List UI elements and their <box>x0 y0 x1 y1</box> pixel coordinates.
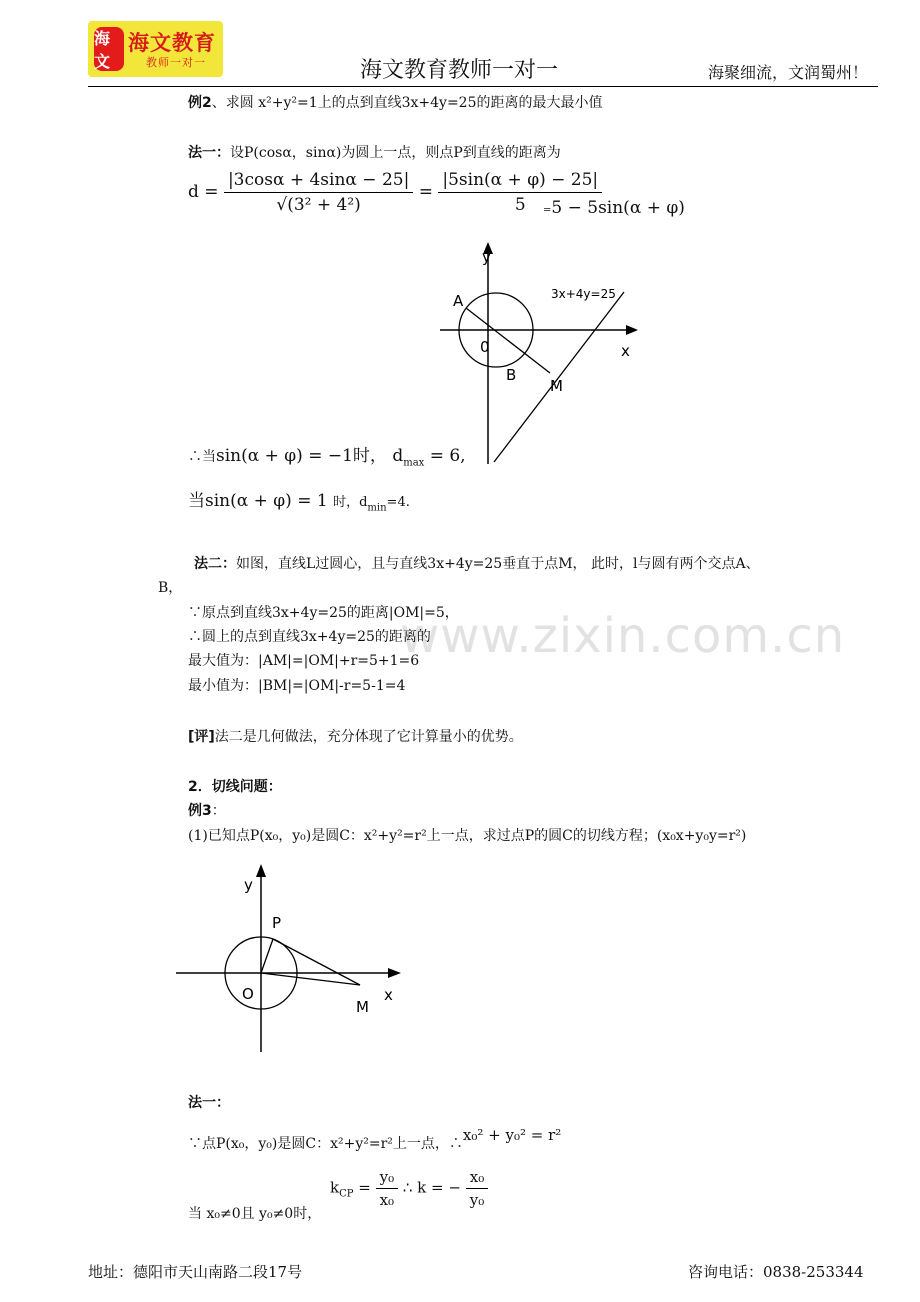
ex2-figure <box>436 240 656 470</box>
when-max-b: 时， <box>352 446 387 466</box>
dmax-symbol: d <box>392 446 404 466</box>
logo <box>88 21 223 77</box>
fraction-1 <box>224 170 413 215</box>
kcp-sub: CP <box>339 1188 354 1200</box>
ex3-line1 <box>188 1126 562 1153</box>
ex3-slope-formula <box>330 1168 488 1209</box>
ex2-comment <box>188 728 523 746</box>
dmin-sub: min <box>367 502 387 514</box>
ex3-label-line <box>188 802 226 820</box>
segment-PM <box>273 939 360 985</box>
fig2-point-M: M <box>356 998 369 1016</box>
fig1-point-A: A <box>453 292 464 310</box>
ex2-question: 、求圆 x²+y²=1上的点到直线3x+4y=25的距离的最大最小值 <box>211 95 603 111</box>
sec2-heading: 2．切线问题： <box>188 779 282 795</box>
fraction-2-denominator: 5 <box>514 195 526 215</box>
ex3-line1-text: ∵点P(x₀，y₀)是圆C：x²+y²=r²上一点，∴ <box>188 1136 463 1152</box>
header-divider <box>88 86 878 87</box>
segment-OM <box>261 973 360 985</box>
k-fraction <box>466 1168 488 1209</box>
ex2-label: 例2 <box>188 95 212 111</box>
ex2-distance-formula <box>188 170 602 215</box>
fig1-point-M: M <box>550 377 563 395</box>
ex2-method1-text: 设P(cosα，sinα)为圆上一点，则点P到直线的距离为 <box>230 145 561 161</box>
result-prefix: = <box>543 205 552 216</box>
when-min-b: 时，d <box>333 495 368 510</box>
dmin-value: =4. <box>386 495 410 510</box>
header-slogan: 海聚细流，文润蜀州！ <box>708 63 869 82</box>
fraction-1-numerator: |3cosα + 4sinα − 25| <box>224 170 413 193</box>
d-equals: d = <box>188 182 219 202</box>
ex3-line1-formula: x₀² + y₀² = r² <box>462 1126 562 1144</box>
ex2-method2-text2: B， <box>158 580 183 596</box>
ex2-method2-l4: 最小值为：|BM|=|OM|-r=5-1=4 <box>188 678 406 694</box>
fig1-line-label: 3x+4y=25 <box>551 287 616 301</box>
fig1-origin: 0 <box>480 338 490 356</box>
fig1-y-label: y <box>482 248 491 266</box>
therefore-k: ∴ k = − <box>402 1178 461 1197</box>
fig2-y-axis-arrow <box>256 864 266 877</box>
ex3-colon: ： <box>211 803 226 819</box>
ex3-line2: 当 x₀≠0且 y₀≠0时， <box>188 1206 322 1222</box>
kcp-numerator: y₀ <box>376 1168 399 1189</box>
ex2-min-line <box>188 486 410 513</box>
ex2-method2-line <box>194 555 760 573</box>
k-denominator: y₀ <box>469 1191 485 1209</box>
ex2-result <box>543 198 685 218</box>
fig1-x-label: x <box>621 342 630 360</box>
ex2-method2-l3: 最大值为：|AM|=|OM|+r=5+1=6 <box>188 653 420 669</box>
ex3-label: 例3 <box>188 803 212 819</box>
ex3-question: (1)已知点P(x₀，y₀)是圆C：x²+y²=r²上一点，求过点P的圆C的切线方程；(x₀x+y₀y=r²) <box>188 828 747 844</box>
when-max-formula: sin(α + φ) = −1 <box>216 446 353 466</box>
footer-address: 地址：德阳市天山南路二段17号 <box>88 1263 303 1281</box>
ex3-method1-label: 法一： <box>188 1095 230 1111</box>
result-value: 5 − 5sin(α + φ) <box>551 198 685 218</box>
comment-text: 法二是几何做法，充分体现了它计算量小的优势。 <box>214 729 523 745</box>
dmax-sub: max <box>403 457 425 469</box>
ex2-method2-l1: ∵原点到直线3x+4y=25的距离|OM|=5， <box>188 605 459 621</box>
fig2-origin: O <box>242 985 254 1003</box>
equals-sign: = <box>418 182 433 202</box>
k-numerator: x₀ <box>466 1168 488 1189</box>
logo-sub: 教师一对一 <box>146 56 206 69</box>
ex2-max-line <box>188 441 466 468</box>
dmax-value: = 6, <box>424 446 466 466</box>
fig2-x-label: x <box>384 986 393 1004</box>
logo-badge: 海文 <box>94 27 124 71</box>
when-max-a: ∴当 <box>188 449 216 465</box>
header-title: 海文教育教师一对一 <box>360 58 559 83</box>
segment-OP <box>261 939 273 973</box>
watermark: www.zixin.com.cn <box>400 608 846 664</box>
fig2-point-P: P <box>272 914 282 932</box>
kcp-symbol: k <box>330 1178 340 1197</box>
when-min-formula: sin(α + φ) = 1 <box>205 491 328 511</box>
ex2-method2-l2: ∴圆上的点到直线3x+4y=25的距离的 <box>188 629 431 645</box>
fraction-1-denominator: √(3² + 4²) <box>276 195 361 215</box>
kcp-equals: = <box>353 1178 376 1197</box>
fig1-point-B: B <box>506 366 517 384</box>
ex3-figure <box>172 860 412 1060</box>
ex2-question-line <box>188 94 603 112</box>
logo-brand: 海文教育 <box>128 30 216 55</box>
ex2-method2-label: 法二： <box>194 556 236 572</box>
kcp-fraction <box>376 1168 399 1209</box>
fig2-y-label: y <box>244 876 253 894</box>
fraction-2-numerator: |5sin(α + φ) − 25| <box>438 170 602 193</box>
ex2-method1-label: 法一： <box>188 145 230 161</box>
ex2-method2-text: 如图，直线L过圆心，且与直线3x+4y=25垂直于点M， 此时，l与圆有两个交点A、 <box>236 556 760 572</box>
kcp-denominator: x₀ <box>379 1191 395 1209</box>
comment-label: [评] <box>188 729 215 745</box>
x-axis-arrow <box>626 325 638 335</box>
footer-phone: 咨询电话：0838-253344 <box>688 1263 864 1281</box>
ex2-method1-line <box>188 144 561 162</box>
when-min-a: 当 <box>188 491 205 511</box>
fig2-x-axis-arrow <box>388 968 401 978</box>
